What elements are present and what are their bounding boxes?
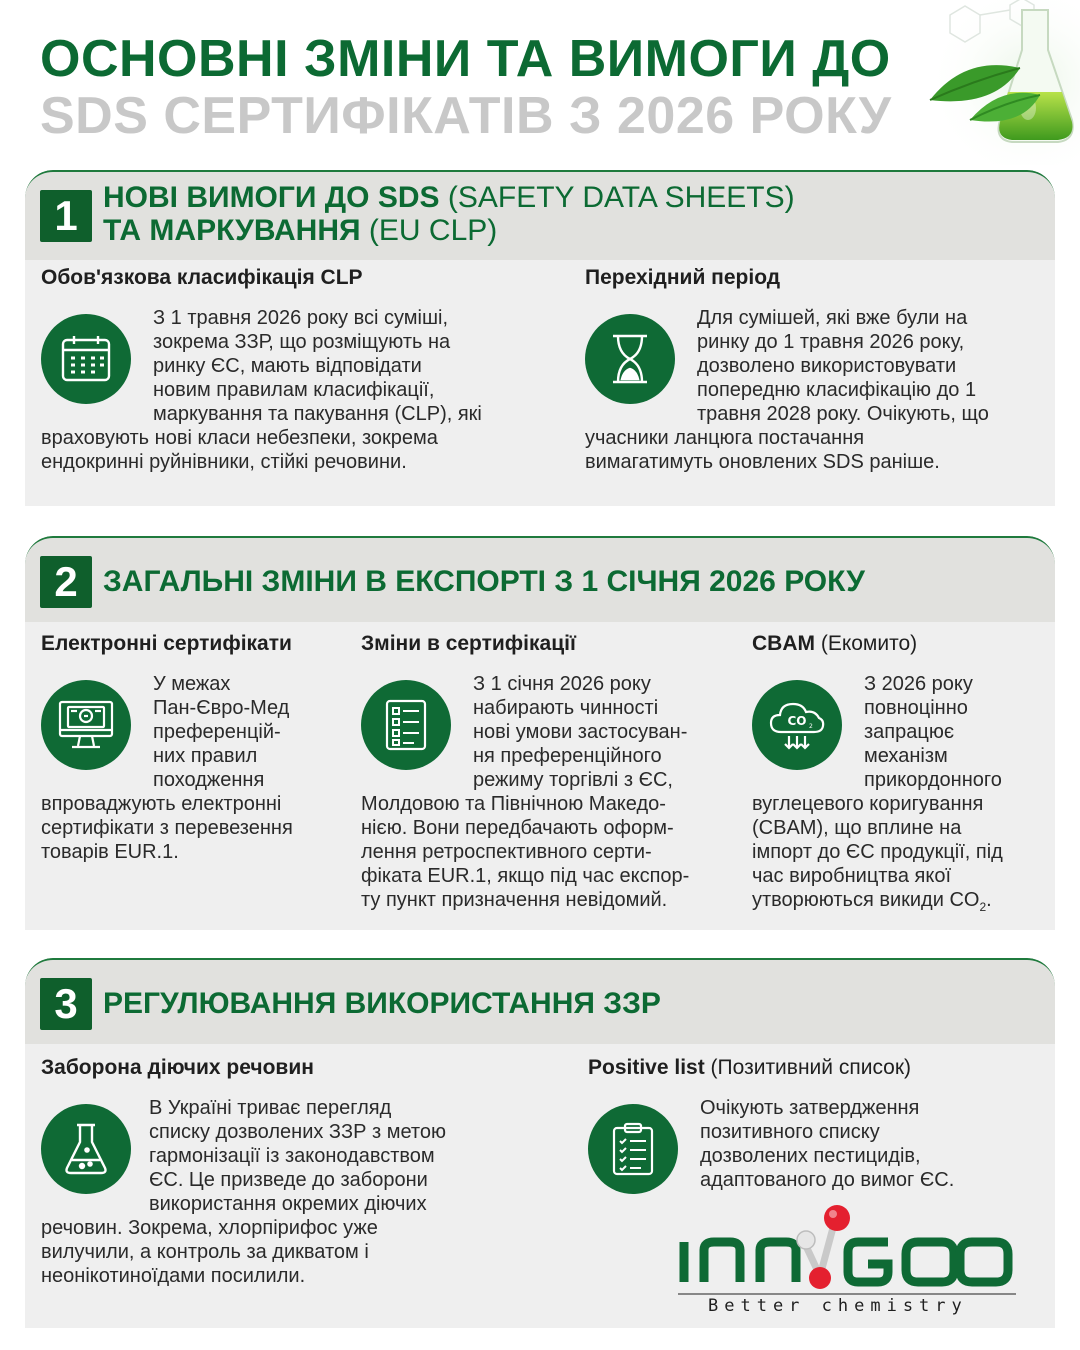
cbam-item	[752, 632, 1052, 922]
calendar-icon-circle	[41, 314, 131, 404]
body-line: набирають чинності	[473, 697, 659, 719]
item-body	[153, 672, 343, 792]
body-line: ринку до 1 травня 2026 року,	[697, 331, 965, 353]
body-line: травня 2028 року. Очікують, що	[697, 403, 989, 425]
positive-list-item	[588, 1056, 1048, 1206]
item-body-wide	[41, 1216, 571, 1288]
section-2-number: 2	[40, 556, 92, 608]
section-1-title	[103, 181, 795, 247]
body-line: впроваджують електронні сертифікати з перевезення товарів EUR.1.	[41, 793, 293, 863]
item-body	[473, 672, 733, 792]
co2-cloud-icon	[767, 698, 827, 752]
body-line-text: утворюються викиди CO	[752, 889, 980, 911]
clipboard-list-icon-circle	[588, 1104, 678, 1194]
body-line: вилучили, а контроль за дикватом і	[41, 1241, 369, 1263]
item-title: Заборона діючих речовин	[41, 1056, 314, 1079]
body-line: У межах	[153, 673, 231, 695]
item-body	[864, 672, 1054, 792]
monitor-certificate-icon-circle	[41, 680, 131, 770]
item-title	[588, 1056, 1048, 1080]
body-line: ендокринні руйнівники, стійкі речовини.	[41, 451, 407, 473]
body-line: В Україні триває перегляд	[149, 1097, 392, 1119]
body-line: адаптованого до вимог ЄС.	[700, 1169, 955, 1191]
calendar-icon	[60, 334, 112, 384]
item-body	[153, 306, 573, 426]
section-3-header	[25, 958, 1055, 1044]
body-line: ту пункт призначення невідомий.	[361, 889, 668, 911]
body-line: ринку ЄС, мають відповідати	[153, 355, 422, 377]
body-line: гармонізації із законодавством	[149, 1145, 435, 1167]
body-line: новим правилам класифікації,	[153, 379, 435, 401]
body-line: дозволених пестицидів,	[700, 1145, 921, 1167]
body-line: враховують нові класи небезпеки, зокрема	[41, 427, 438, 449]
body-line: попередню класифікацію до 1	[697, 379, 977, 401]
body-line: зокрема ЗЗР, що розміщують на	[153, 331, 451, 353]
co2-subscript: 2	[979, 900, 987, 914]
body-line: позитивного списку	[700, 1121, 880, 1143]
transition-period-item	[585, 266, 1055, 496]
flask-icon	[63, 1122, 109, 1176]
item-body-wide	[41, 426, 571, 474]
logo-tagline: Better chemistry	[708, 1296, 968, 1316]
body-line: них правил	[153, 745, 258, 767]
body-line: вимагатимуть оновлених SDS раніше.	[585, 451, 940, 473]
body-line	[752, 888, 1052, 919]
checklist-icon-circle	[361, 680, 451, 770]
clp-classification-item	[41, 266, 561, 496]
body-line: Для сумішей, які вже були на	[697, 307, 968, 329]
hourglass-icon	[610, 333, 650, 385]
body-line: механізм	[864, 745, 948, 767]
section-1-number: 1	[40, 190, 92, 242]
page-title-line1: ОСНОВНІ ЗМІНИ ТА ВИМОГИ ДО	[40, 30, 891, 88]
item-title-thin: (Позитивний список)	[704, 1056, 912, 1079]
body-line: час виробництва якої	[752, 865, 951, 887]
svg-text:2: 2	[809, 723, 813, 730]
body-line: ЄС. Це призведе до заборони	[149, 1169, 428, 1191]
body-line: нією. Вони передбачають оформ-	[361, 817, 674, 839]
body-line: ня преференційного	[473, 745, 662, 767]
body-line: неонікотиноїдами посилили.	[41, 1265, 306, 1287]
flask-icon-circle	[41, 1104, 131, 1194]
item-title: Електронні сертифікати	[41, 632, 292, 655]
item-body-wide	[585, 426, 1055, 474]
item-title-thin: (Екомито)	[815, 632, 918, 655]
body-line: дозволено використовувати	[697, 355, 957, 377]
section-1-title-bold-1: НОВІ ВИМОГИ ДО SDS	[103, 181, 440, 214]
body-line: фіката EUR.1, якщо під час експор-	[361, 865, 690, 887]
section-3-title: РЕГУЛЮВАННЯ ВИКОРИСТАННЯ ЗЗР	[103, 987, 661, 1020]
item-title: Зміни в сертифікації	[361, 632, 576, 655]
checklist-icon	[384, 698, 428, 752]
body-line: списку дозволених ЗЗР з метою	[149, 1121, 446, 1143]
item-body	[700, 1096, 1045, 1192]
item-title: Перехідний період	[585, 266, 781, 289]
innvigo-logo	[670, 1200, 1030, 1330]
section-1	[25, 170, 1055, 506]
section-1-title-thin-2: (EU CLP)	[360, 214, 498, 247]
body-line: імпорт до ЄС продукції, під	[752, 841, 1003, 863]
section-1-header	[25, 170, 1055, 260]
body-line: нові умови застосуван-	[473, 721, 688, 743]
body-line: прикордонного	[864, 769, 1002, 791]
section-2-title: ЗАГАЛЬНІ ЗМІНИ В ЕКСПОРТІ З 1 СІЧНЯ 2026 РОКУ	[103, 565, 865, 598]
body-line: маркування та пакування (CLP), які	[153, 403, 482, 425]
item-body	[149, 1096, 569, 1216]
svg-text:CO: CO	[787, 714, 807, 728]
certification-changes-item	[361, 632, 731, 922]
monitor-certificate-icon	[58, 699, 114, 751]
body-line: Пан-Євро-Мед	[153, 697, 290, 719]
e-certificates-item	[41, 632, 341, 922]
item-title-bold: CBAM	[752, 632, 815, 655]
item-title: Обов'язкова класифікація CLP	[41, 266, 363, 289]
item-body-wide	[752, 792, 1052, 919]
body-line: речовин. Зокрема, хлорпірифос уже	[41, 1217, 378, 1239]
section-1-title-thin-1: (SAFETY DATA SHEETS)	[439, 181, 795, 214]
body-line: походження	[153, 769, 265, 791]
item-body-wide	[41, 792, 316, 864]
body-line-suffix: .	[986, 889, 992, 911]
body-line: преференцій-	[153, 721, 281, 743]
body-line: Очікують затвердження	[700, 1097, 920, 1119]
page-title-line2: SDS СЕРТИФІКАТІВ З 2026 РОКУ	[40, 87, 892, 145]
body-line: лення ретроспективного серти-	[361, 841, 652, 863]
flask-leaves-decoration-icon	[910, 0, 1080, 165]
page-title	[40, 30, 940, 144]
body-line: режиму торгівлі з ЄС,	[473, 769, 673, 791]
body-line: З 1 травня 2026 року всі суміші,	[153, 307, 449, 329]
item-title	[752, 632, 1052, 656]
body-line: запрацює	[864, 721, 955, 743]
active-substances-ban-item	[41, 1056, 571, 1326]
item-body-wide	[361, 792, 731, 912]
body-line: З 2026 року	[864, 673, 973, 695]
item-body	[697, 306, 1055, 426]
section-2-header	[25, 536, 1055, 622]
clipboard-list-icon	[611, 1122, 655, 1176]
body-line: вуглецевого коригування	[752, 793, 984, 815]
body-line: використання окремих діючих	[149, 1193, 427, 1215]
section-3-number: 3	[40, 978, 92, 1030]
body-line: учасники ланцюга постачання	[585, 427, 865, 449]
section-2	[25, 536, 1055, 930]
section-1-title-bold-2: ТА МАРКУВАННЯ	[103, 214, 361, 247]
hourglass-icon-circle	[585, 314, 675, 404]
body-line: З 1 січня 2026 року	[473, 673, 651, 695]
item-title-bold: Positive list	[588, 1056, 705, 1079]
co2-cloud-icon-circle	[752, 680, 842, 770]
body-line: (CBAM), що вплине на	[752, 817, 962, 839]
body-line: Молдовою та Північною Македо-	[361, 793, 666, 815]
body-line: повноцінно	[864, 697, 968, 719]
